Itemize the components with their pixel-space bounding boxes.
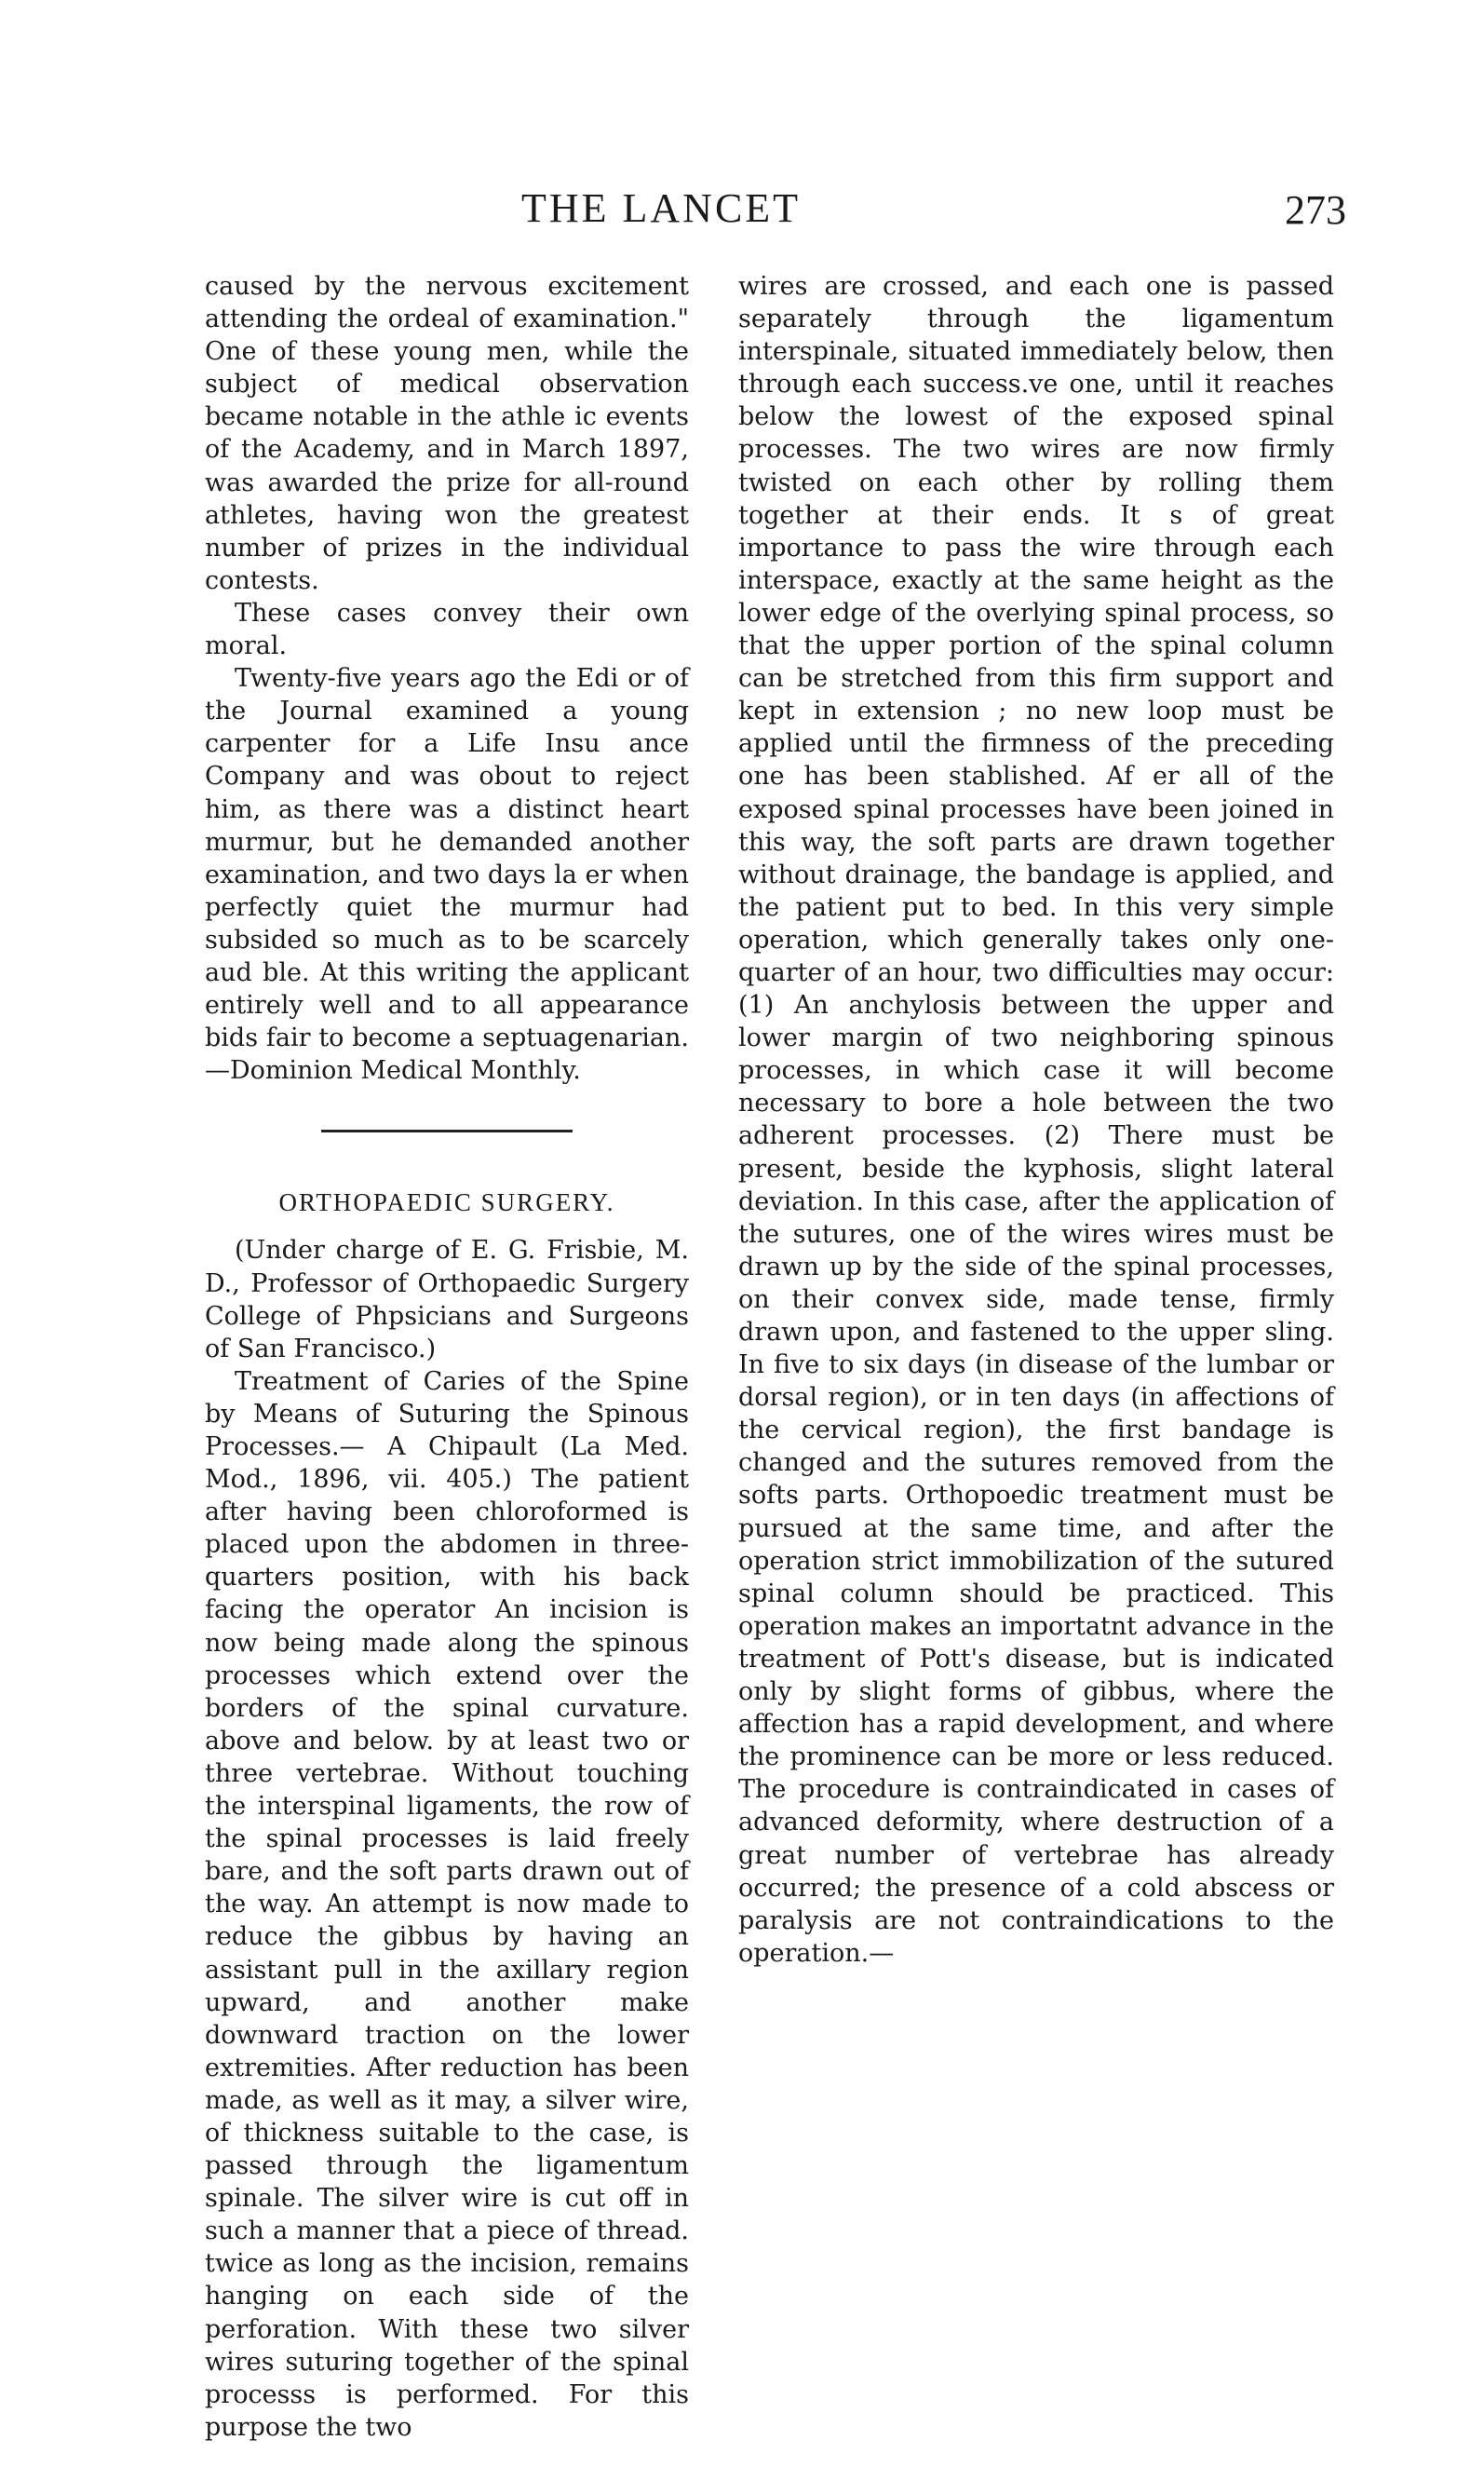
section-byline: (Under charge of E. G. Frisbie, M. D., Professor of Orthopaedic Surgery College of Phpsicians and Surgeons of San Francisco.): [205, 1236, 689, 1363]
section-divider: [321, 1130, 573, 1132]
section-heading: ORTHOPAEDIC SURGERY.: [278, 1188, 615, 1217]
right-column: [738, 270, 1334, 1970]
paragraph-moral: These cases convey their own moral.: [205, 598, 689, 661]
running-header-title: THE LANCET: [521, 185, 802, 231]
paragraph-continuation: caused by the nervous excitement attending the ordeal of examination." One of these young men, while the subject of medical observation became notable in the athle ic events of the Academy, and in March 1897, was awarded the prize for all-round athletes, having won the greatest number of prizes in the individual contests.: [205, 272, 689, 595]
paragraph-treatment-continued: wires are crossed, and each one is passed separately through the ligamentum interspinale, situated immediately below, then through each success.ve one, until it reaches below the lowest of the exposed spinal processes. The two wires are now firmly twisted on each other by rolling them together at their ends. It s of great importance to pass the wire through each interspace, exactly at the same height as the lower edge of the overlying spinal process, so that the upper portion of the spinal column can be stretched from this firm support and kept in extension ; no new loop must be applied until the firmness of the preceding one has been stablished. Af er all of the exposed spinal processes have been joined in this way, the soft parts are drawn together without drainage, the bandage is applied, and the patient put to bed. In this very simple operation, which generally takes only one-quarter of an hour, two difficulties may occur: (1) An anchylosis between the upper and lower margin of two neighboring spinous processes, in which case it will become necessary to bore a hole between the two adherent processes. (2) There must be present, beside the kyphosis, slight lateral deviation. In this case, after the application of the sutures, one of the wires wires must be drawn up by the side of the spinal processes, on their convex side, made tense, firmly drawn upon, and fastened to the upper sling. In five to six days (in disease of the lumbar or dorsal region), or in ten days (in affections of the cervical region), the first bandage is changed and the sutures removed from the softs parts. Orthopoedic treatment must be pursued at the same time, and after the operation strict immobilization of the sutured spinal column should be practiced. This operation makes an importatnt advance in the treatment of Pott's disease, but is indicated only by slight forms of gibbus, where the affection has a rapid development, and where the prominence can be more or less reduced. The procedure is contraindicated in cases of advanced deformity, where destruction of a great number of vertebrae has already occurred; the presence of a cold abscess or paralysis are not contraindications to the operation.—: [738, 272, 1334, 1968]
left-column: [205, 270, 689, 2444]
paragraph-treatment: Treatment of Caries of the Spine by Means of Suturing the Spinous Processes.— A Chipault (La Med. Mod., 1896, vii. 405.) The patient after having been chloroformed is placed upon the abdomen in three-quarters position, with his back facing the operator An incision is now being made along the spinous processes which extend over the borders of the spinal curvature. above and below. by at least two or three vertebrae. Without touching the interspinal ligaments, the row of the spinal processes is laid freely bare, and the soft parts drawn out of the way. An attempt is now made to reduce the gibbus by having an assistant pull in the axillary region upward, and another make downward traction on the lower extremities. After reduction has been made, as well as it may, a silver wire, of thickness suitable to the case, is passed through the ligamentum spinale. The silver wire is cut off in such a manner that a piece of thread. twice as long as the incision, remains hanging on each side of the perforation. With these two silver wires suturing together of the spinal processs is performed. For this purpose the two: [205, 1366, 689, 2442]
page-number: 273: [1285, 187, 1346, 233]
paragraph-anecdote: Twenty-five years ago the Edi or of the Journal examined a young carpenter for a Life Insu ance Company and was obout to reject him, as there was a distinct heart murmur, but he demanded another examination, and two days la er when perfectly quiet the murmur had subsided so much as to be scarcely aud ble. At this writing the applicant entirely well and to all appearance bids fair to become a septuagenarian.—Dominion Medical Monthly.: [205, 664, 689, 1086]
